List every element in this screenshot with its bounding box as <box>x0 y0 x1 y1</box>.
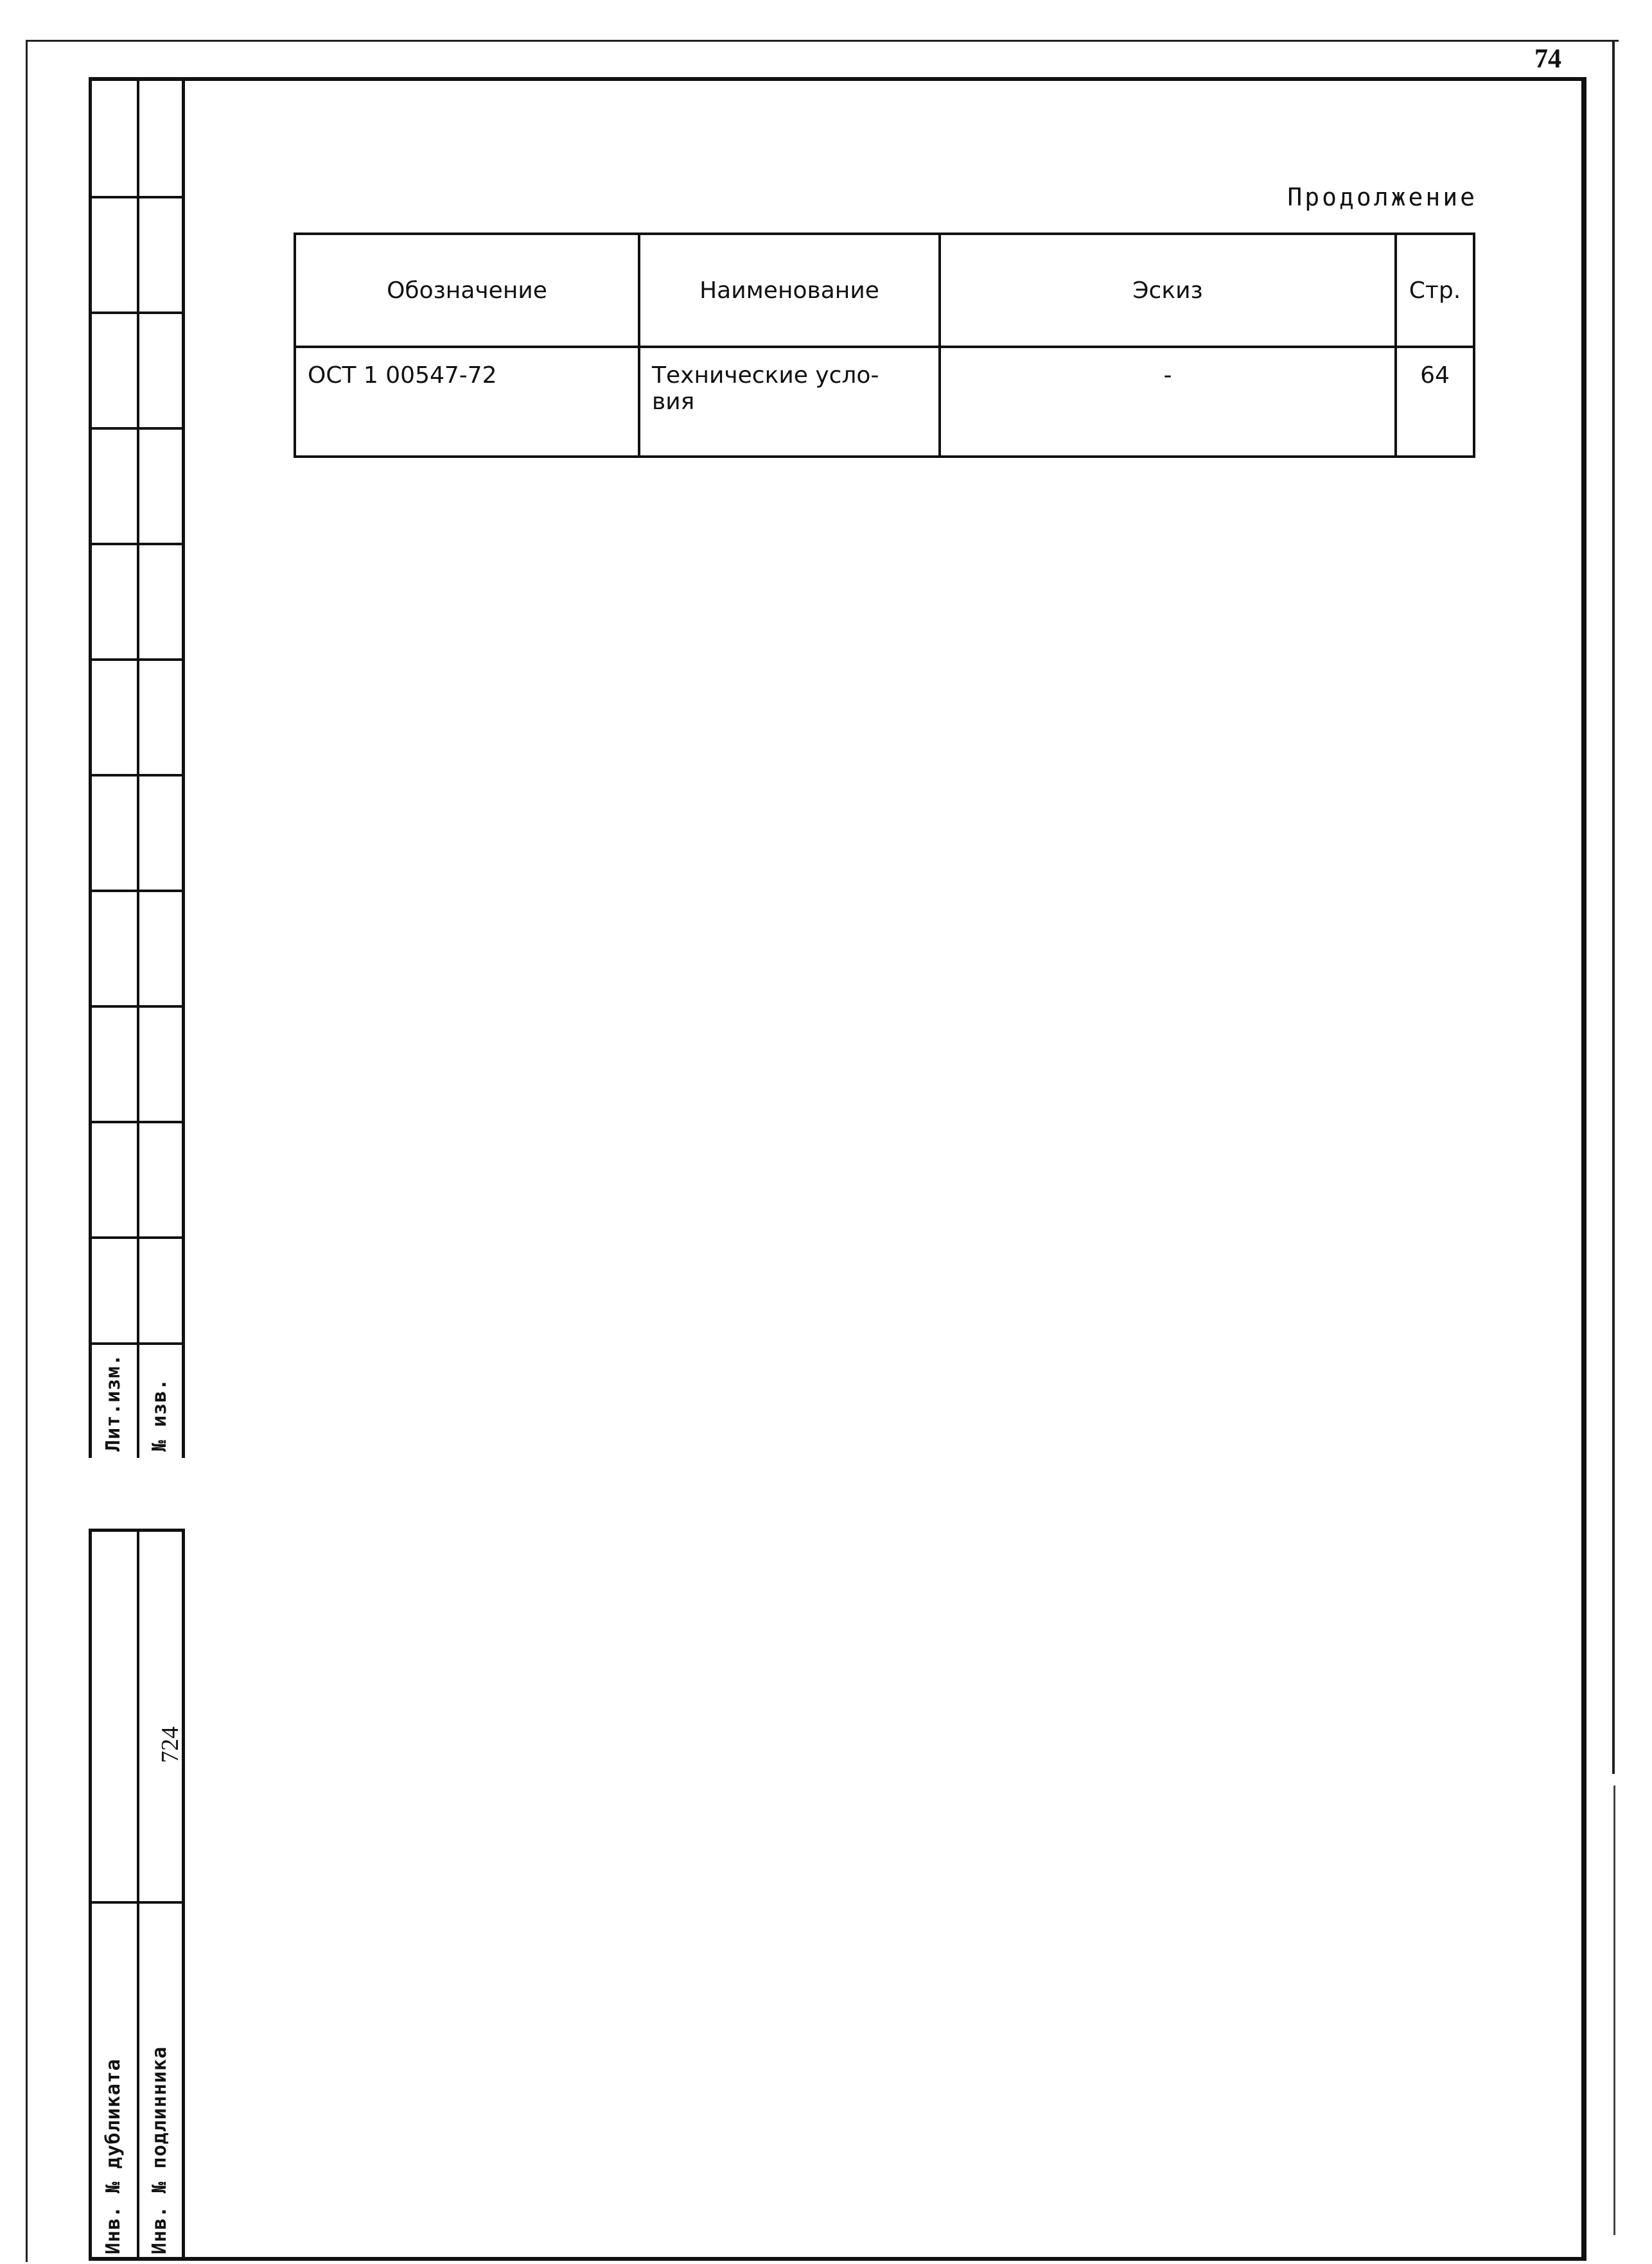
inventory-row-divider <box>92 1901 182 1904</box>
inventory-column-divider <box>137 1532 139 2261</box>
lit-izm-label: Лит.изм. <box>102 1353 125 1452</box>
table-header-row <box>295 234 1474 347</box>
cell-name-line1: Технические усло- <box>652 362 879 389</box>
revision-column-divider <box>137 80 139 1458</box>
revision-row-divider <box>92 312 182 314</box>
outer-border-left <box>26 40 28 2262</box>
outer-border-right-lower <box>1613 1786 1615 2235</box>
revision-row-divider <box>92 543 182 545</box>
revision-row-divider <box>92 1342 182 1345</box>
specification-table <box>294 233 1475 458</box>
revision-row-divider <box>92 658 182 661</box>
revision-row-divider <box>92 774 182 777</box>
no-izv-label: № изв. <box>148 1378 171 1452</box>
revision-row-divider <box>92 427 182 430</box>
cell-designation: ОСТ 1 00547-72 <box>295 347 639 457</box>
revision-margin-block <box>89 77 185 1458</box>
cell-page: 64 <box>1396 347 1474 457</box>
revision-row-divider <box>92 196 182 198</box>
header-designation: Обозначение <box>295 234 639 347</box>
cell-sketch: - <box>940 347 1396 457</box>
outer-border-top <box>26 40 1619 42</box>
table-row <box>295 347 1474 457</box>
revision-row-divider <box>92 1236 182 1239</box>
cell-name <box>639 347 940 457</box>
revision-row-divider <box>92 1005 182 1008</box>
continuation-label: Продолжение <box>1287 183 1477 211</box>
revision-row-divider <box>92 1121 182 1123</box>
podlinnik-number: 724 <box>157 1726 184 1763</box>
revision-row-divider <box>92 890 182 892</box>
inventory-margin-block <box>89 1529 185 2261</box>
header-name: Наименование <box>639 234 940 347</box>
outer-border-right <box>1612 40 1615 1774</box>
inv-dublikata-label: Инв. № дубликата <box>102 2058 125 2254</box>
inv-podlinnika-label: Инв. № подлинника <box>148 2046 171 2254</box>
header-sketch: Эскиз <box>940 234 1396 347</box>
header-page: Стр. <box>1396 234 1474 347</box>
cell-name-line2: вия <box>652 389 695 415</box>
page-number: 74 <box>1534 44 1561 74</box>
